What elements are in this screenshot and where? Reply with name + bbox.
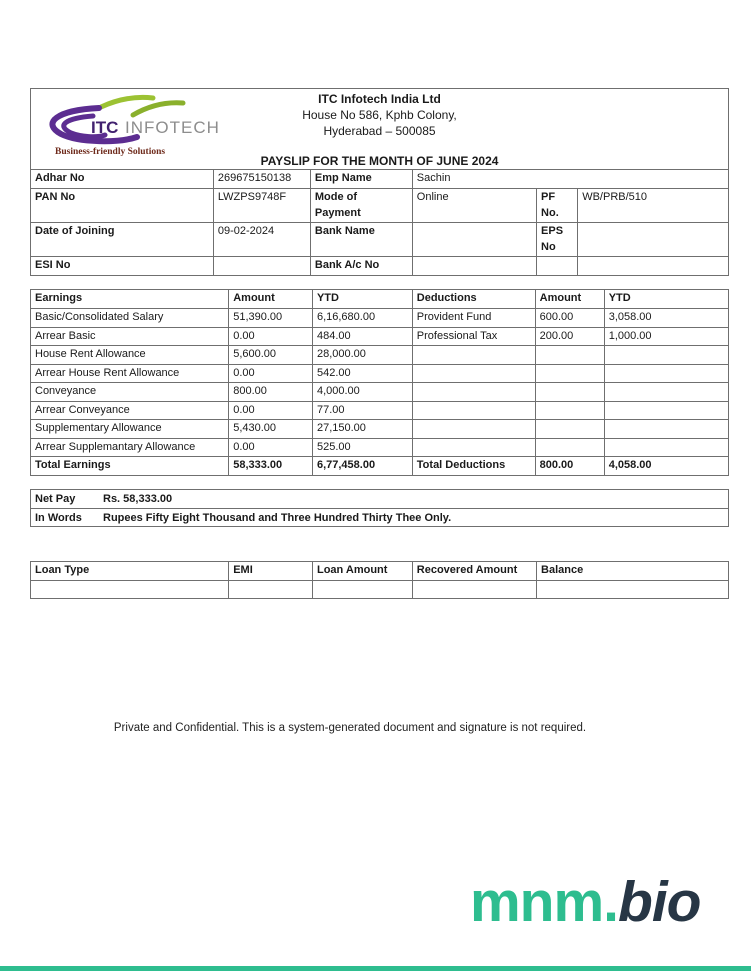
empty-cell <box>412 438 535 457</box>
table-row <box>31 383 729 402</box>
empty-cell <box>412 346 535 365</box>
empty-cell <box>535 346 604 365</box>
table-row <box>31 346 729 365</box>
employee-details-table <box>30 169 729 276</box>
earning-name: Conveyance <box>31 383 229 402</box>
balance-header: Balance <box>537 561 729 580</box>
table-header-row <box>31 561 729 580</box>
earning-name: House Rent Allowance <box>31 346 229 365</box>
empty-cell <box>312 580 412 598</box>
deduction-amount: 200.00 <box>535 327 604 346</box>
pf-no-value: WB/PRB/510 <box>578 189 729 223</box>
earning-ytd: 484.00 <box>312 327 412 346</box>
emp-name-label: Emp Name <box>310 170 412 189</box>
earning-name: Supplementary Allowance <box>31 420 229 439</box>
empty-cell <box>412 420 535 439</box>
in-words-label: In Words <box>35 511 82 524</box>
earning-amount: 0.00 <box>229 364 313 383</box>
earning-amount: 0.00 <box>229 327 313 346</box>
table-row <box>31 364 729 383</box>
amount-header: Amount <box>535 290 604 309</box>
earning-name: Basic/Consolidated Salary <box>31 309 229 328</box>
logo-infotech-text: INFOTECH <box>125 118 220 137</box>
deduction-name: Professional Tax <box>412 327 535 346</box>
table-row <box>31 580 729 598</box>
table-row <box>31 438 729 457</box>
table-row <box>31 309 729 328</box>
adhar-no-value: 269675150138 <box>213 170 310 189</box>
table-row <box>31 223 729 257</box>
earning-name: Arrear Supplemantary Allowance <box>31 438 229 457</box>
empty-cell <box>535 401 604 420</box>
bank-name-value <box>412 223 536 257</box>
payslip-header <box>30 88 729 170</box>
total-earnings-amount: 58,333.00 <box>229 457 313 476</box>
empty-cell <box>604 364 728 383</box>
empty-cell <box>578 257 729 276</box>
earning-amount: 800.00 <box>229 383 313 402</box>
earning-name: Arrear Conveyance <box>31 401 229 420</box>
earning-ytd: 77.00 <box>312 401 412 420</box>
eps-no-label: EPS No <box>541 225 564 253</box>
deductions-header: Deductions <box>412 290 535 309</box>
adhar-no-label: Adhar No <box>31 170 214 189</box>
earnings-deductions-table <box>30 289 729 476</box>
recovered-amount-header: Recovered Amount <box>412 561 536 580</box>
date-of-joining-label: Date of Joining <box>31 223 214 257</box>
earning-ytd: 542.00 <box>312 364 412 383</box>
empty-cell <box>535 364 604 383</box>
leaf-icon <box>101 97 153 107</box>
table-row <box>31 170 729 189</box>
esi-no-value <box>213 257 310 276</box>
bank-ac-no-label: Bank A/c No <box>310 257 412 276</box>
table-row <box>31 401 729 420</box>
payslip-title: PAYSLIP FOR THE MONTH OF JUNE 2024 <box>260 154 499 168</box>
leaf-icon <box>133 103 183 115</box>
table-row <box>31 189 729 223</box>
pan-no-label: PAN No <box>31 189 214 223</box>
ytd-header: YTD <box>312 290 412 309</box>
empty-cell <box>604 438 728 457</box>
table-row <box>31 327 729 346</box>
mnm-bio-logo-dark-part: bio <box>618 870 701 934</box>
emp-name-value: Sachin <box>412 170 728 189</box>
empty-cell <box>412 383 535 402</box>
ytd-header: YTD <box>604 290 728 309</box>
logo-itc-text: ITC <box>91 118 119 137</box>
empty-cell <box>229 580 313 598</box>
earning-ytd: 27,150.00 <box>312 420 412 439</box>
net-pay-value: Rs. 58,333.00 <box>103 492 173 505</box>
empty-cell <box>537 257 578 276</box>
net-pay-section <box>30 489 729 527</box>
pan-no-value: LWZPS9748F <box>213 189 310 223</box>
deduction-amount: 600.00 <box>535 309 604 328</box>
esi-no-label: ESI No <box>31 257 214 276</box>
itc-infotech-logo-graphic <box>39 92 239 160</box>
company-address-line1: House No 586, Kphb Colony, <box>302 108 457 122</box>
company-name: ITC Infotech India Ltd <box>318 92 441 106</box>
mode-of-payment-value: Online <box>412 189 536 223</box>
empty-cell <box>412 580 536 598</box>
total-earnings-ytd: 6,77,458.00 <box>312 457 412 476</box>
empty-cell <box>535 438 604 457</box>
bottom-accent-bar <box>0 966 751 971</box>
empty-cell <box>535 420 604 439</box>
confidentiality-note: Private and Confidential. This is a system-generated document and signature is not required. <box>113 722 587 734</box>
mode-of-payment-label: Mode of Payment <box>314 191 361 219</box>
deduction-ytd: 1,000.00 <box>604 327 728 346</box>
earning-ytd: 4,000.00 <box>312 383 412 402</box>
net-pay-label: Net Pay <box>35 492 76 505</box>
total-deductions-ytd: 4,058.00 <box>604 457 728 476</box>
table-row <box>31 257 729 276</box>
earning-amount: 0.00 <box>229 401 313 420</box>
earning-amount: 51,390.00 <box>229 309 313 328</box>
deduction-ytd: 3,058.00 <box>604 309 728 328</box>
eps-no-value <box>578 223 729 257</box>
emi-header: EMI <box>229 561 313 580</box>
empty-cell <box>535 383 604 402</box>
bank-name-label: Bank Name <box>310 223 412 257</box>
table-total-row <box>31 457 729 476</box>
earning-ytd: 6,16,680.00 <box>312 309 412 328</box>
loan-amount-header: Loan Amount <box>312 561 412 580</box>
empty-cell <box>604 420 728 439</box>
earning-name: Arrear Basic <box>31 327 229 346</box>
empty-cell <box>31 580 229 598</box>
itc-infotech-logo <box>39 92 239 160</box>
empty-cell <box>412 364 535 383</box>
net-pay-row <box>31 490 728 508</box>
earning-ytd: 525.00 <box>312 438 412 457</box>
total-deductions-amount: 800.00 <box>535 457 604 476</box>
loan-table <box>30 561 729 599</box>
earning-amount: 5,430.00 <box>229 420 313 439</box>
logo-tagline: Business-friendly Solutions <box>55 147 166 157</box>
earning-amount: 5,600.00 <box>229 346 313 365</box>
payslip-document <box>30 88 729 599</box>
earning-name: Arrear House Rent Allowance <box>31 364 229 383</box>
mnm-bio-logo-green-part: mnm. <box>470 870 619 934</box>
date-of-joining-value: 09-02-2024 <box>213 223 310 257</box>
empty-cell <box>537 580 729 598</box>
table-row <box>31 420 729 439</box>
company-address-line2: Hyderabad – 500085 <box>323 124 436 138</box>
total-earnings-label: Total Earnings <box>31 457 229 476</box>
pf-no-label: PF No. <box>541 191 559 219</box>
earning-ytd: 28,000.00 <box>312 346 412 365</box>
loan-type-header: Loan Type <box>31 561 229 580</box>
empty-cell <box>604 383 728 402</box>
bank-ac-no-value <box>412 257 536 276</box>
empty-cell <box>604 346 728 365</box>
total-deductions-label: Total Deductions <box>412 457 535 476</box>
amount-header: Amount <box>229 290 313 309</box>
earning-amount: 0.00 <box>229 438 313 457</box>
in-words-value: Rupees Fifty Eight Thousand and Three Hundred Thirty Thee Only. <box>103 511 452 524</box>
table-header-row <box>31 290 729 309</box>
earnings-header: Earnings <box>31 290 229 309</box>
empty-cell <box>412 401 535 420</box>
in-words-row <box>31 508 728 526</box>
empty-cell <box>604 401 728 420</box>
mnm-bio-logo <box>470 872 701 932</box>
deduction-name: Provident Fund <box>412 309 535 328</box>
